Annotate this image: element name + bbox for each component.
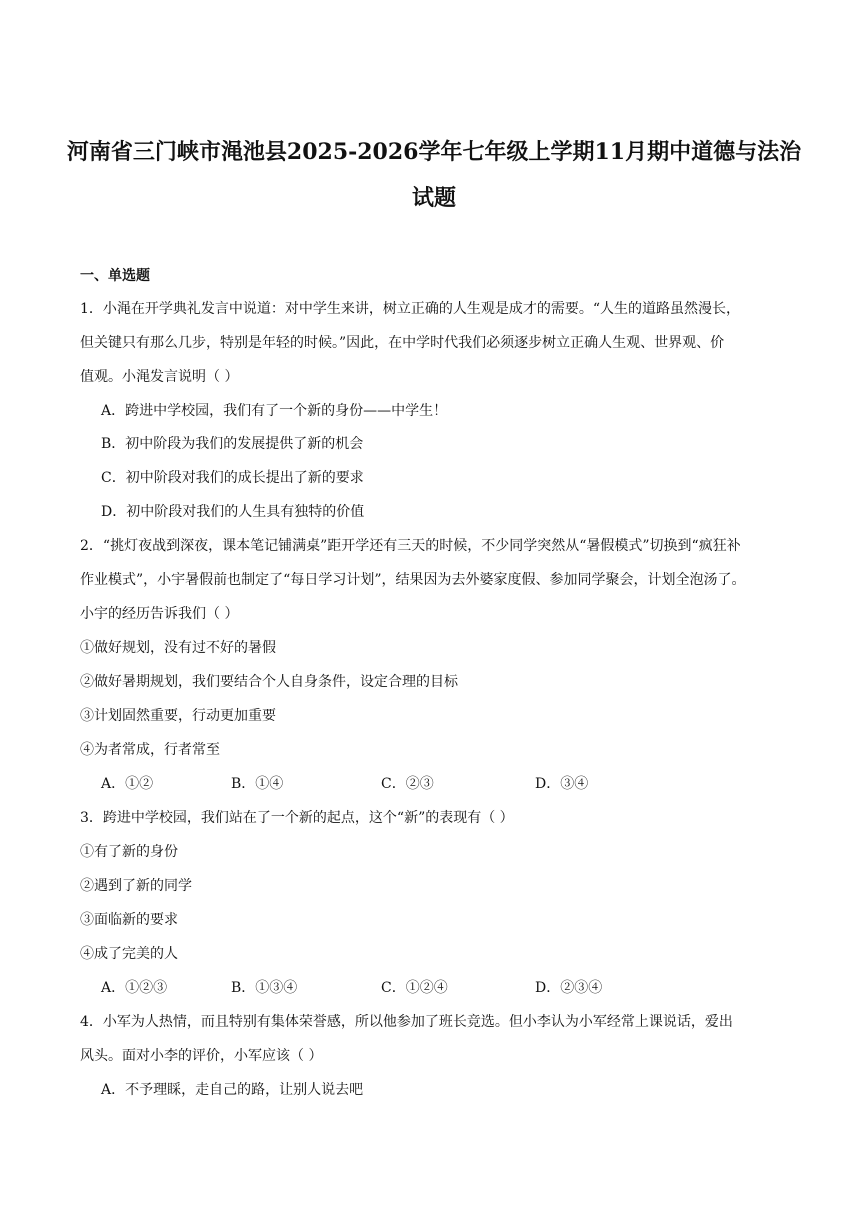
question-stem: 风头。面对小李的评价，小军应该（ ）	[80, 1048, 323, 1064]
statement-4: ④成了完美的人	[80, 946, 178, 962]
statement-1: ①有了新的身份	[80, 844, 178, 860]
statement-1: ①做好规划，没有过不好的暑假	[80, 640, 276, 656]
statement-2: ②做好暑期规划，我们要结合个人自身条件，设定合理的目标	[80, 674, 458, 690]
option-d: D．②③④	[535, 980, 603, 996]
question-stem: 值观。小渑发言说明（ ）	[80, 369, 239, 385]
option-b: B．①③④	[231, 980, 298, 996]
section-heading: 一、单选题	[80, 268, 150, 284]
option-a: A．不予理睬，走自己的路，让别人说去吧	[101, 1082, 364, 1098]
option-a: A．跨进中学校园，我们有了一个新的身份——中学生！	[101, 403, 448, 419]
option-b: B．①④	[231, 776, 284, 792]
option-c: C．①②④	[381, 980, 448, 996]
question-stem: 1．小渑在开学典礼发言中说道：对中学生来讲，树立正确的人生观是成才的需要。“人生的道路虽然漫长，	[80, 301, 741, 317]
statement-2: ②遇到了新的同学	[80, 878, 192, 894]
option-c: C．②③	[381, 776, 434, 792]
question-stem: 3．跨进中学校园，我们站在了一个新的起点，这个“新”的表现有（ ）	[80, 810, 514, 826]
option-b: B．初中阶段为我们的发展提供了新的机会	[101, 436, 364, 452]
question-stem: 小宇的经历告诉我们（ ）	[80, 606, 239, 622]
option-d: D．初中阶段对我们的人生具有独特的价值	[101, 504, 365, 520]
exam-title-line-2: 试题	[411, 185, 456, 211]
option-d: D．③④	[535, 776, 589, 792]
question-stem: 作业模式”，小宇暑假前也制定了“每日学习计划”，结果因为去外婆家度假、参加同学聚会，计划全泡汤了。	[80, 572, 746, 588]
option-a: A．①②③	[101, 980, 168, 996]
option-c: C．初中阶段对我们的成长提出了新的要求	[101, 470, 364, 486]
option-a: A．①②	[101, 776, 154, 792]
question-stem: 2．“挑灯夜战到深夜，课本笔记铺满桌”距开学还有三天的时候，不少同学突然从“暑假模式”切换到“疯狂补	[80, 538, 741, 554]
statement-3: ③面临新的要求	[80, 912, 178, 928]
question-stem: 4．小军为人热情，而且特别有集体荣誉感，所以他参加了班长竞选。但小李认为小军经常上课说话，爱出	[80, 1014, 733, 1030]
statement-4: ④为者常成，行者常至	[80, 742, 220, 758]
question-stem: 但关键只有那么几步，特别是年轻的时候。”因此，在中学时代我们必须逐步树立正确人生观、世界观、价	[80, 335, 725, 351]
statement-3: ③计划固然重要，行动更加重要	[80, 708, 276, 724]
exam-title-line-1: 河南省三门峡市渑池县2025-2026学年七年级上学期11月期中道德与法治	[66, 139, 802, 165]
